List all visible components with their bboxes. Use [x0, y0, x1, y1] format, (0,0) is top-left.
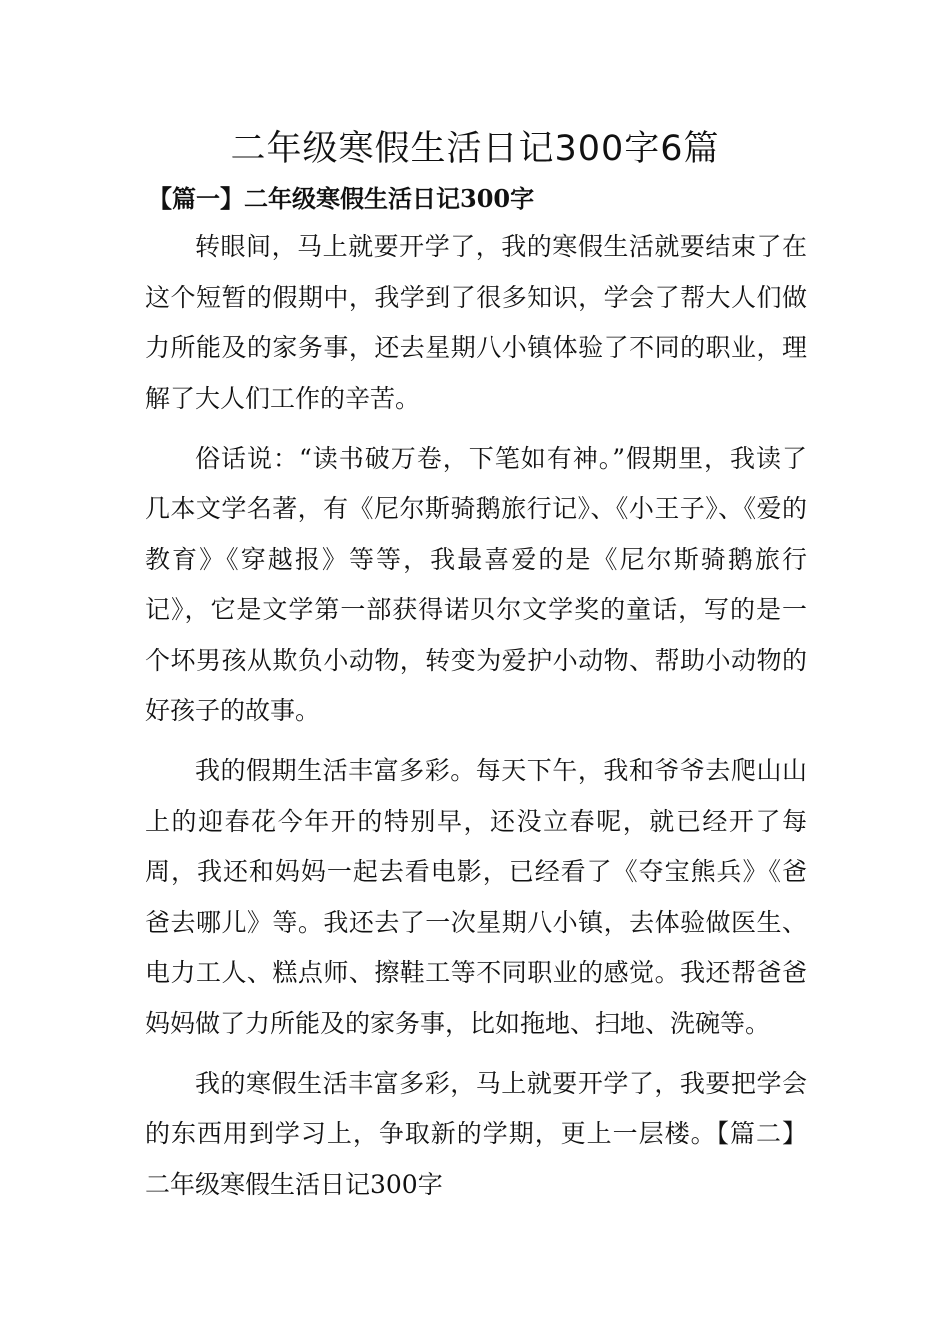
- document-title: 二年级寒假生活日记300字6篇: [230, 129, 720, 169]
- section-heading: 【篇一】二年级寒假生活日记300字: [148, 184, 535, 213]
- paragraph: 俗话说：“读书破万卷，下笔如有神。”假期里，我读了几本文学名著，有《尼尔斯骑鹅旅行记》、《小王子》、《爱的教育》《穿越报》等等，我最喜爱的是《尼尔斯骑鹅旅行记》，它是文学第一部获得诺贝尔文学奖的童话，写的是一个坏男孩从欺负小动物，转变为爱护小动物、帮助小动物的好孩子的故事。: [145, 443, 807, 725]
- paragraph: 我的假期生活丰富多彩。每天下午，我和爷爷去爬山山上的迎春花今年开的特别早，还没立春呢，就已经开了每周，我还和妈妈一起去看电影，已经看了《夺宝熊兵》《爸爸去哪儿》等。我还去了一次星期八小镇，去体验做医生、电力工人、糕点师、擦鞋工等不同职业的感觉。我还帮爸爸妈妈做了力所能及的家务事，比如拖地、扫地、洗碗等。: [145, 756, 807, 1038]
- paragraph: 转眼间，马上就要开学了，我的寒假生活就要结束了在这个短暂的假期中，我学到了很多知识，学会了帮大人们做力所能及的家务事，还去星期八小镇体验了不同的职业，理解了大人们工作的辛苦。: [145, 232, 807, 413]
- document-body: [145, 222, 807, 1210]
- paragraph: 我的寒假生活丰富多彩，马上就要开学了，我要把学会的东西用到学习上，争取新的学期，更上一层楼。【篇二】二年级寒假生活日记300字: [145, 1068, 807, 1199]
